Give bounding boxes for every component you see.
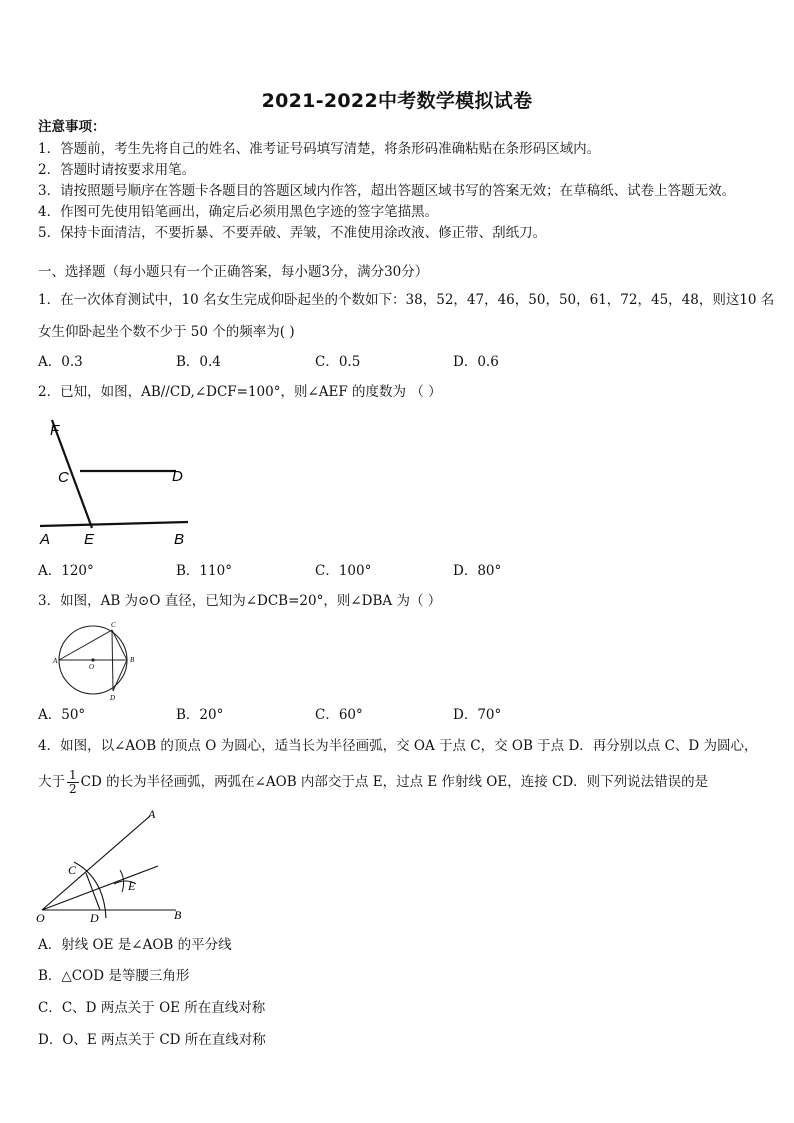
note-item-1: 1．答题前，考生先将自己的姓名、准考证号码填写清楚，将条形码准确粘贴在条形码区域内。 [38, 141, 601, 157]
q4-label-e: E [128, 879, 136, 893]
q3-chord-cd [112, 630, 113, 691]
q3-label-a: A [53, 657, 58, 665]
q3-option-b: B．20° [176, 707, 224, 723]
q2-label-b: B [174, 531, 185, 548]
q4-ray-oa [42, 816, 150, 910]
q4-label-d: D [90, 911, 99, 925]
q2-parallel-lines-figure [36, 408, 196, 550]
q4-ray-oe [42, 866, 158, 910]
q2-label-e: E [84, 531, 95, 548]
q4-option-d: D．O、E 两点关于 CD 所在直线对称 [38, 1032, 266, 1048]
q4-fraction-denominator: 2 [69, 782, 77, 796]
q3-chord-db [113, 660, 127, 691]
q4-option-b: B．△COD 是等腰三角形 [38, 968, 190, 984]
q4-fraction-numerator: 1 [69, 768, 77, 782]
q4-option-c: C．C、D 两点关于 OE 所在直线对称 [38, 1000, 266, 1016]
section-heading: 一、选择题（每小题只有一个正确答案，每小题3分，满分30分） [38, 264, 429, 280]
q3-chord-cb [112, 630, 127, 660]
q2-label-a: A [40, 531, 51, 548]
q3-label-b: B [130, 656, 135, 664]
q4-stem-line1: 4．如图，以∠AOB 的顶点 O 为圆心，适当长为半径画弧，交 OA 于点 C，交 OB 于点 D．再分别以点 C、D 为圆心， [38, 738, 758, 754]
exam-title: 2021-2022中考数学模拟试卷 [261, 90, 533, 112]
note-item-3: 3．请按照题号顺序在答题卡各题目的答题区域内作答，超出答题区域书写的答案无效；在草稿纸、试卷上答题无效。 [38, 183, 736, 199]
q3-option-a: A．50° [38, 707, 86, 723]
note-item-2: 2．答题时请按要求用笔。 [38, 162, 196, 178]
q3-chord-ac [59, 630, 112, 660]
q3-stem: 3．如图，AB 为⊙O 直径，已知为∠DCB=20°，则∠DBA 为（ ） [38, 593, 442, 609]
q4-label-o: O [36, 911, 45, 925]
q3-label-c: C [111, 621, 116, 629]
q2-line-ab [40, 522, 188, 526]
note-item-5: 5．保持卡面清洁，不要折暴、不要弄破、弄皱，不准使用涂改液、修正带、刮纸刀。 [38, 225, 547, 241]
q1-option-b: B．0.4 [176, 354, 221, 370]
q1-option-d: D．0.6 [453, 354, 499, 370]
note-item-4: 4．作图可先使用铅笔画出，确定后必须用黑色字迹的签字笔描黑。 [38, 204, 439, 220]
q1-option-c: C．0.5 [315, 354, 361, 370]
q4-fraction-half [67, 769, 79, 796]
q4-stem-line2 [38, 766, 708, 798]
q3-label-d: D [110, 694, 116, 702]
q1-option-a: A．0.3 [38, 354, 83, 370]
q4-label-a: A [148, 807, 156, 821]
q2-label-f: F [50, 422, 60, 439]
q4-option-a: A．射线 OE 是∠AOB 的平分线 [38, 937, 232, 953]
q4-stem-suffix: CD 的长为半径画弧，两弧在∠AOB 内部交于点 E，过点 E 作射线 OE，连接 CD．则下列说法错误的是 [80, 774, 709, 790]
q1-stem-line1: 1．在一次体育测试中，10 名女生完成仰卧起坐的个数如下：38，52，47，46，50，50，61，72，45，48，则这10 名 [38, 292, 775, 308]
q4-stem-prefix: 大于 [38, 774, 65, 790]
q2-option-c: C．100° [315, 563, 372, 579]
q2-label-c: C [58, 469, 69, 486]
q3-center-dot [91, 658, 94, 661]
q2-option-a: A．120° [38, 563, 94, 579]
q1-stem-line2: 女生仰卧起坐个数不少于 50 个的频率为( ) [38, 324, 295, 340]
q2-option-b: B．110° [176, 563, 232, 579]
q3-option-d: D．70° [453, 707, 502, 723]
q3-option-c: C．60° [315, 707, 363, 723]
q4-label-c: C [68, 863, 77, 877]
q3-label-o: O [89, 663, 95, 671]
q3-circle-figure [52, 620, 144, 702]
notes-heading: 注意事项： [38, 119, 106, 135]
q4-angle-bisector-figure [34, 804, 194, 926]
q2-stem: 2．已知，如图，AB//CD,∠DCF=100°，则∠AEF 的度数为 （ ） [38, 384, 442, 400]
q2-option-d: D．80° [453, 563, 502, 579]
q2-label-d: D [172, 468, 183, 485]
q4-label-b: B [174, 908, 182, 922]
